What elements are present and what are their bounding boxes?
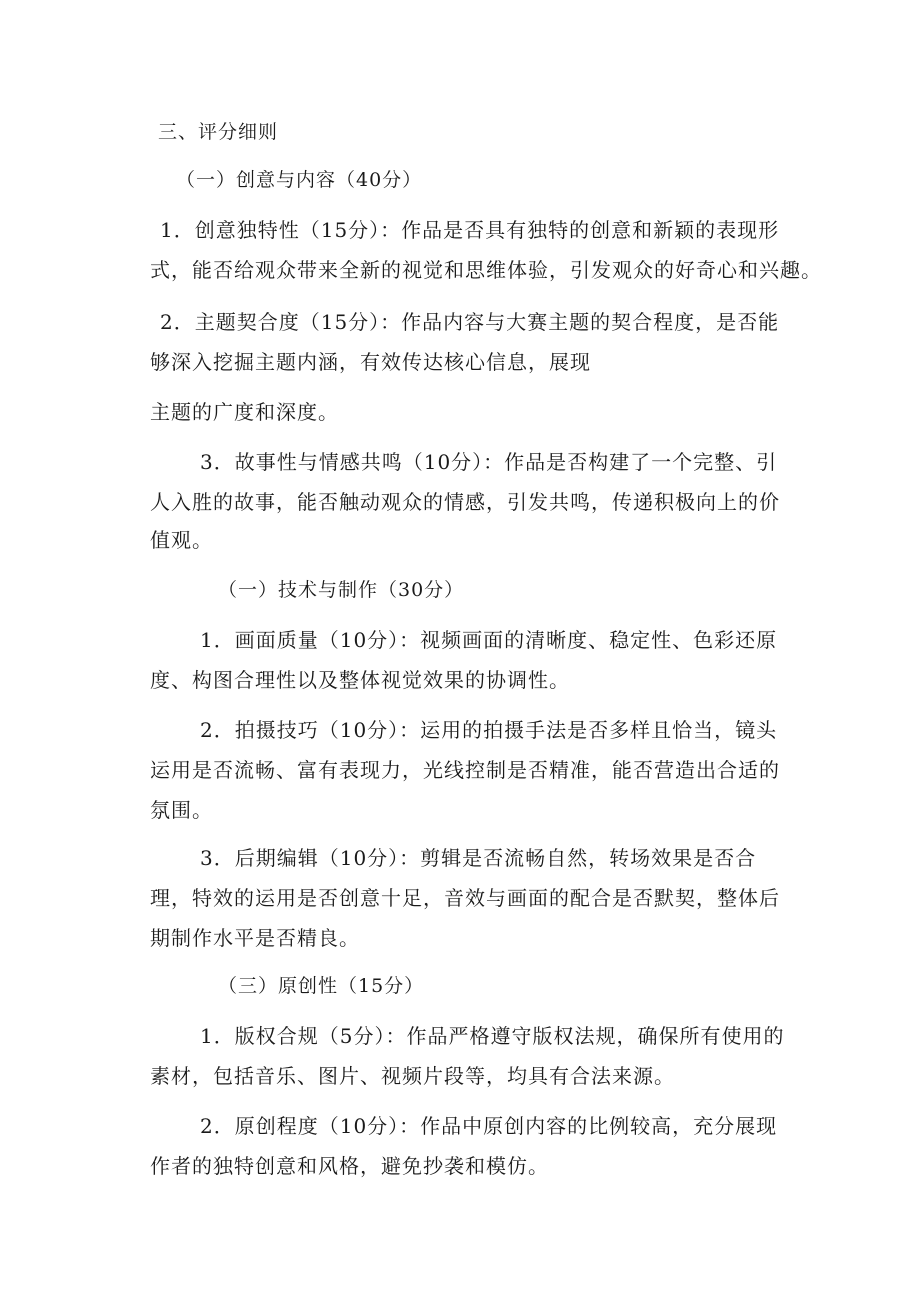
paragraph-line: 够深入挖掘主题内涵，有效传达核心信息，展现 xyxy=(150,350,591,374)
paragraph-line: 值观。 xyxy=(150,528,213,552)
paragraph-line: 3．故事性与情感共鸣（10分）：作品是否构建了一个完整、引 xyxy=(200,450,778,474)
group-heading-originality: （三）原创性（15分） xyxy=(218,975,425,997)
paragraph-line: 运用是否流畅、富有表现力，光线控制是否精准，能否营造出合适的 xyxy=(150,758,780,782)
paragraph-line: 素材，包括音乐、图片、视频片段等，均具有合法来源。 xyxy=(150,1064,675,1088)
paragraph-line: 主题的广度和深度。 xyxy=(150,400,339,424)
paragraph-line: 式，能否给观众带来全新的视觉和思维体验，引发观众的好奇心和兴趣。 xyxy=(150,258,822,282)
paragraph-line: 人入胜的故事，能否触动观众的情感，引发共鸣，传递积极向上的价 xyxy=(150,490,780,514)
group-heading-technique: （一）技术与制作（30分） xyxy=(218,579,465,601)
paragraph-line: 期制作水平是否精良。 xyxy=(150,926,360,950)
paragraph-line: 氛围。 xyxy=(150,798,213,822)
paragraph-line: 作者的独特创意和风格，避免抄袭和模仿。 xyxy=(150,1154,549,1178)
paragraph-line: 2．拍摄技巧（10分）：运用的拍摄手法是否多样且恰当，镜头 xyxy=(200,718,778,742)
group-heading-creativity: （一）创意与内容（40分） xyxy=(176,169,423,191)
paragraph-line: 2．主题契合度（15分）：作品内容与大赛主题的契合程度，是否能 xyxy=(160,310,780,334)
paragraph-line: 2．原创程度（10分）：作品中原创内容的比例较高，充分展现 xyxy=(200,1114,778,1138)
paragraph-line: 1．创意独特性（15分）：作品是否具有独特的创意和新颖的表现形 xyxy=(160,218,780,242)
paragraph-line: 1．版权合规（5分）：作品严格遵守版权法规，确保所有使用的 xyxy=(200,1024,785,1048)
paragraph-line: 度、构图合理性以及整体视觉效果的协调性。 xyxy=(150,668,570,692)
paragraph-line: 理，特效的运用是否创意十足，音效与画面的配合是否默契，整体后 xyxy=(150,886,780,910)
paragraph-line: 1．画面质量（10分）：视频画面的清晰度、稳定性、色彩还原 xyxy=(200,628,778,652)
section-title: 三、评分细则 xyxy=(158,121,279,143)
paragraph-line: 3．后期编辑（10分）：剪辑是否流畅自然，转场效果是否合 xyxy=(200,846,757,870)
